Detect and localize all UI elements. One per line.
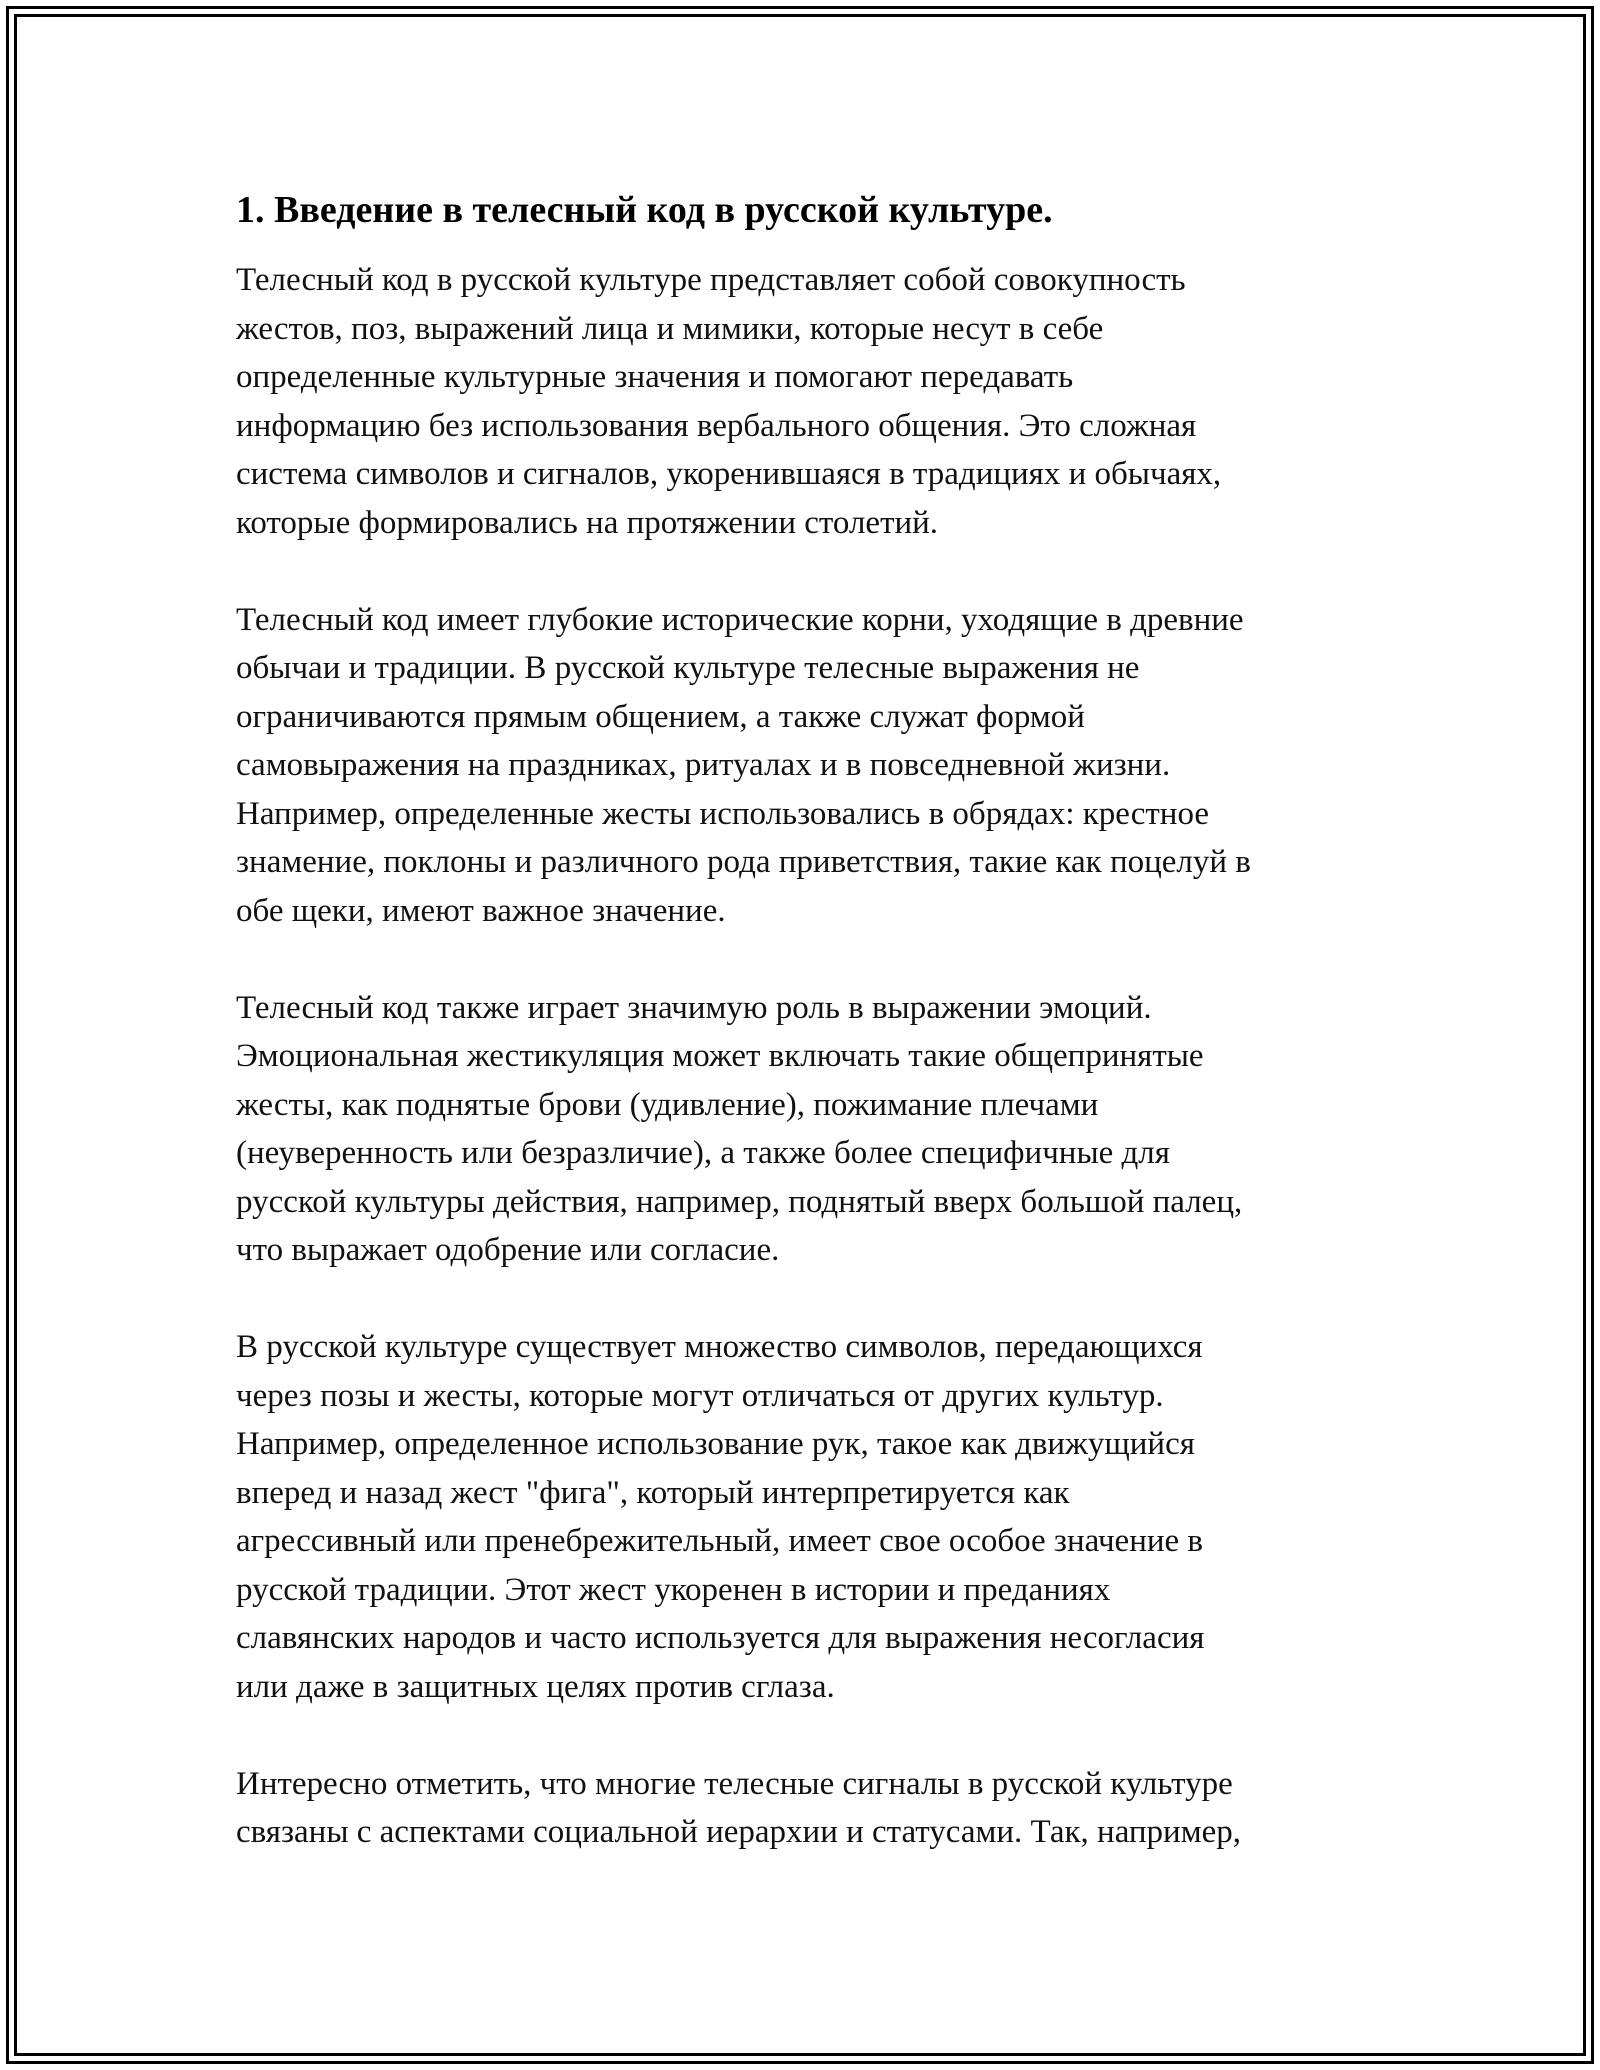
- text-line: связаны с аспектами социальной иерархии и статусами. Так, например,: [236, 1814, 1242, 1850]
- text-line: которые формировались на протяжении столетий.: [236, 504, 939, 541]
- text-line: определенные культурные значения и помогают передавать: [236, 359, 1074, 395]
- paragraph-4: [236, 1323, 1386, 1711]
- text-line: через позы и жесты, которые могут отличаться от других культур.: [236, 1377, 1164, 1414]
- text-line: В русской культуре существует множество символов, передающихся: [236, 1329, 1203, 1365]
- text-line: что выражает одобрение или согласие.: [236, 1232, 780, 1268]
- text-line: самовыражения на праздниках, ритуалах и в повседневной жизни.: [236, 747, 1171, 783]
- text-line: Например, определенное использование рук, такое как движущийся: [236, 1426, 1195, 1462]
- text-line: славянских народов и часто используется для выражения несогласия: [236, 1620, 1205, 1656]
- text-line: обычаи и традиции. В русской культуре телесные выражения не: [236, 650, 1140, 686]
- text-line: жестов, поз, выражений лица и мимики, которые несут в себе: [236, 310, 1104, 347]
- text-line: знамение, поклоны и различного рода приветствия, такие как поцелуй в: [236, 844, 1251, 880]
- text-line: (неуверенность или безразличие), а также более специфичные для: [236, 1135, 1170, 1171]
- paragraph-5: [236, 1760, 1386, 1857]
- text-line: Телесный код имеет глубокие исторические корни, уходящие в древние: [236, 601, 1244, 638]
- document-body: [236, 186, 1386, 1905]
- text-line: Интересно отметить, что многие телесные сигналы в русской культуре: [236, 1765, 1233, 1802]
- text-line: русской традиции. Этот жест укоренен в истории и преданиях: [236, 1571, 1111, 1608]
- text-line: русской культуры действия, например, поднятый вверх большой палец,: [236, 1183, 1243, 1220]
- text-line: агрессивный или пренебрежительный, имеет свое особое значение в: [236, 1523, 1203, 1559]
- text-line: вперед и назад жест "фига", который интерпретируется как: [236, 1474, 1070, 1511]
- text-line: обе щеки, имеют важное значение.: [236, 892, 726, 929]
- paragraph-2: [236, 596, 1386, 936]
- text-line: Телесный код также играет значимую роль в выражении эмоций.: [236, 989, 1152, 1026]
- section-title: 1. Введение в телесный код в русской культуре.: [236, 189, 1053, 231]
- text-line: Телесный код в русской культуре представляет собой совокупность: [236, 262, 1186, 298]
- text-line: Эмоциональная жестикуляция может включать такие общепринятые: [236, 1038, 1204, 1074]
- paragraph-1: [236, 256, 1386, 547]
- text-line: или даже в защитных целях против сглаза.: [236, 1668, 835, 1705]
- text-line: информацию без использования вербального общения. Это сложная: [236, 407, 1197, 444]
- text-line: жесты, как поднятые брови (удивление), пожимание плечами: [236, 1086, 1099, 1123]
- paragraph-3: [236, 984, 1386, 1275]
- text-line: система символов и сигналов, укоренившаяся в традициях и обычаях,: [236, 456, 1222, 492]
- text-line: ограничиваются прямым общением, а также служат формой: [236, 698, 1085, 735]
- text-line: Например, определенные жесты использовались в обрядах: крестное: [236, 795, 1210, 832]
